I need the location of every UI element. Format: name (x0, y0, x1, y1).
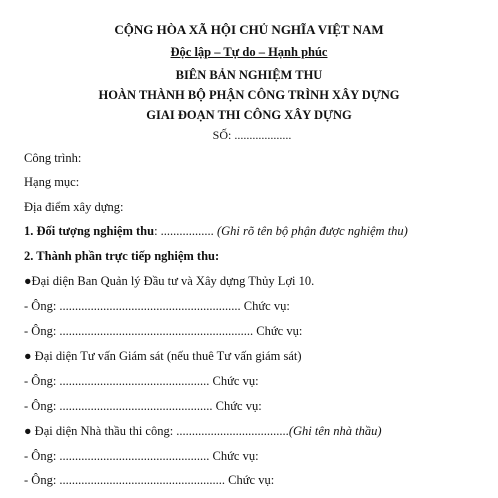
motto-text: Độc lập – Tự do – Hạnh phúc (170, 45, 328, 59)
section-1-dots: : ................. (154, 224, 217, 238)
field-hang-muc: Hạng mục: (24, 175, 80, 189)
country-name: CỘNG HÒA XÃ HỘI CHỦ NGHĨA VIỆT NAM (114, 22, 384, 37)
document-title: BIÊN BẢN NGHIỆM THU (175, 68, 323, 82)
rep-supervisor-line-1: - Ông: ................................................ Chức vụ: (24, 374, 259, 388)
section-1-label: 1. Đối tượng nghiệm thu (24, 224, 155, 238)
rep-supervisor-heading: ● Đại diện Tư vấn Giám sát (nếu thuê Tư vấn giám sát) (24, 349, 302, 363)
rep-contractor-line-1: - Ông: ................................................ Chức vụ: (24, 449, 259, 463)
section-2-label: 2. Thành phần trực tiếp nghiệm thu: (24, 249, 220, 263)
document-subtitle: HOÀN THÀNH BỘ PHẬN CÔNG TRÌNH XÂY DỰNG (98, 88, 400, 102)
document-phase: GIAI ĐOẠN THI CÔNG XÂY DỰNG (146, 108, 352, 122)
section-1-note: (Ghi rõ tên bộ phận được nghiệm thu) (216, 224, 408, 238)
document-number: SỐ: ................... (212, 128, 292, 142)
national-motto (0, 45, 498, 60)
section-1 (24, 224, 408, 239)
field-cong-trinh: Công trình: (24, 151, 82, 165)
rep-contractor-text: ● Đại diện Nhà thầu thi công: .................................... (24, 424, 289, 438)
rep-supervisor-line-2: - Ông: ................................................. Chức vụ: (24, 399, 262, 413)
rep-owner-line-1: - Ông: .......................................................... Chức vụ: (24, 299, 290, 313)
rep-owner-heading: ●Đại diện Ban Quản lý Đầu tư và Xây dựng Thủy Lợi 10. (24, 274, 315, 288)
rep-contractor-line-2: - Ông: ..................................................... Chức vụ: (24, 473, 275, 487)
rep-contractor-note: (Ghi tên nhà thầu) (288, 424, 382, 438)
rep-owner-line-2: - Ông: .............................................................. Chức vụ: (24, 324, 303, 338)
field-dia-diem: Địa điểm xây dựng: (24, 200, 124, 214)
rep-contractor-heading (24, 424, 382, 439)
